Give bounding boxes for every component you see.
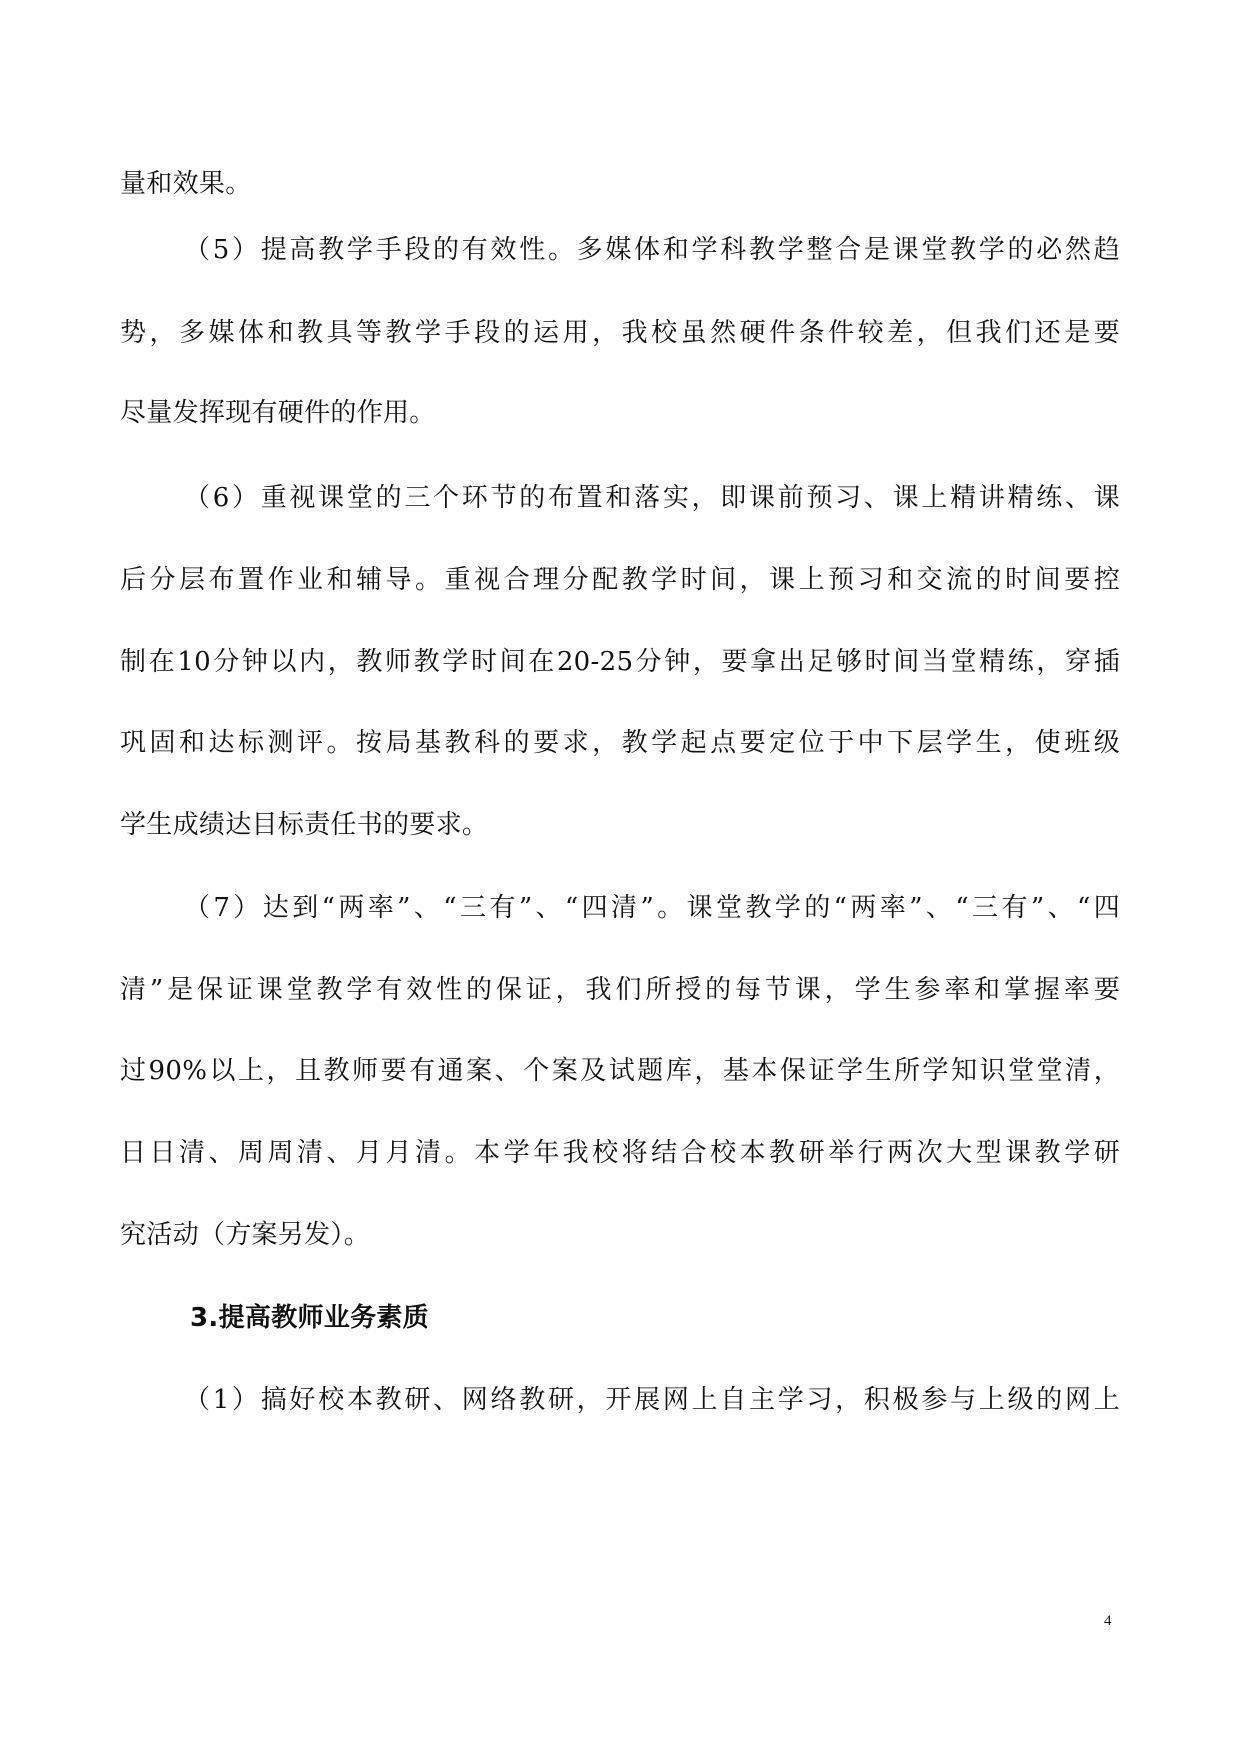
- paragraph-line: 究活动（方案另发）。: [120, 1220, 371, 1250]
- paragraph-line: （5）提高教学手段的有效性。多媒体和学科教学整合是课堂教学的必然趋: [184, 235, 1120, 265]
- paragraph-line: 日日清、周周清、月月清。本学年我校将结合校本教研举行两次大型课教学研: [120, 1138, 1120, 1168]
- page-number: 4: [1104, 1613, 1112, 1629]
- paragraph-line: 尽量发挥现有硬件的作用。: [120, 398, 436, 428]
- paragraph-line: 过90%以上，且教师要有通案、个案及试题库，基本保证学生所学知识堂堂清，: [120, 1056, 1120, 1086]
- paragraph-line: 学生成绩达目标责任书的要求。: [120, 810, 489, 840]
- paragraph-line: 势，多媒体和教具等教学手段的运用，我校虽然硬件条件较差，但我们还是要: [120, 318, 1120, 348]
- paragraph-line: 制在10分钟以内，教师教学时间在20-25分钟，要拿出足够时间当堂精练，穿插: [120, 647, 1120, 677]
- section-heading: 3.提高教师业务素质: [190, 1303, 429, 1333]
- paragraph-line: 后分层布置作业和辅导。重视合理分配教学时间，课上预习和交流的时间要控: [120, 565, 1120, 595]
- paragraph-line: （6）重视课堂的三个环节的布置和落实，即课前预习、课上精讲精练、课: [184, 483, 1120, 513]
- paragraph-line: 清”是保证课堂教学有效性的保证，我们所授的每节课，学生参率和掌握率要: [120, 975, 1120, 1005]
- paragraph-line: （1）搞好校本教研、网络教研，开展网上自主学习，积极参与上级的网上: [184, 1385, 1120, 1415]
- paragraph-line: 量和效果。: [120, 169, 252, 199]
- paragraph-line: 巩固和达标测评。按局基教科的要求，教学起点要定位于中下层学生，使班级: [120, 728, 1120, 758]
- paragraph-line: （7）达到“两率”、“三有”、“四清”。课堂教学的“两率”、“三有”、“四: [184, 893, 1120, 923]
